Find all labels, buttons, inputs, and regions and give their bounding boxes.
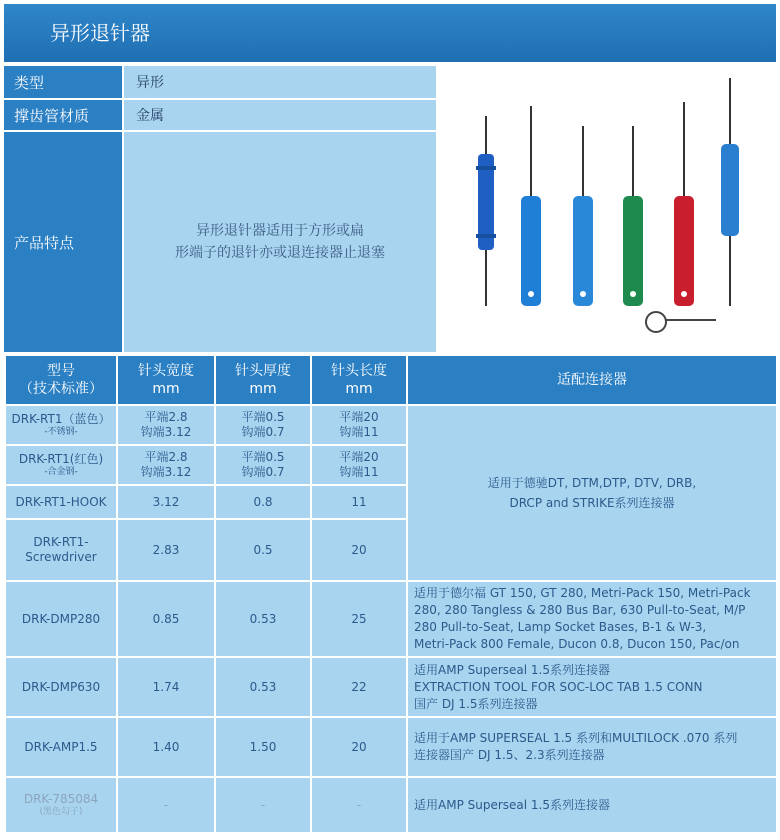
table-row bbox=[5, 405, 777, 445]
thickness-cell: 1.50 bbox=[215, 717, 311, 777]
length-cell: 平端20 钩端11 bbox=[311, 405, 407, 445]
model-cell: DRK-RT1（蓝色） -不锈钢- bbox=[5, 405, 117, 445]
connector-cell-dmp280: 适用于德尔福 GT 150, GT 280, Metri-Pack 150, Metri-Pack 280, 280 Tangless & 280 Bus Bar, 630 Pull-to-Seat, M/P 280 Pull-to-Seat, Lamp Socket Bases, B-1 & W-3, Metri-Pack 800 Female, Ducon 0.8, Ducon 150, Pac/on bbox=[407, 581, 777, 657]
thickness-cell: 平端0.5 钩端0.7 bbox=[215, 405, 311, 445]
model-cell: DRK-785084 (黑色勾子) bbox=[5, 777, 117, 833]
tools-illustration bbox=[438, 66, 776, 352]
width-cell: 平端2.8 钩端3.12 bbox=[117, 405, 215, 445]
blue-double-tool-icon bbox=[721, 78, 739, 306]
feature-line-1: 异形退针器适用于方形或扁 bbox=[196, 223, 364, 239]
length-cell: - bbox=[311, 777, 407, 833]
width-cell: 平端2.8 钩端3.12 bbox=[117, 445, 215, 485]
width-cell: 0.85 bbox=[117, 581, 215, 657]
header-width: 针头宽度 mm bbox=[117, 355, 215, 405]
blue-pin-remover-icon bbox=[476, 116, 496, 306]
thickness-cell: - bbox=[215, 777, 311, 833]
connector-cell-rt1: 适用于德驰DT, DTM,DTP, DTV, DRB, DRCP and STRIKE系列连接器 bbox=[407, 405, 777, 581]
connector-cell-dmp630: 适用AMP Superseal 1.5系列连接器 EXTRACTION TOOL FOR SOC-LOC TAB 1.5 CONN 国产 DJ 1.5系列连接器 bbox=[407, 657, 777, 717]
header-thickness: 针头厚度 mm bbox=[215, 355, 311, 405]
thickness-cell: 平端0.5 钩端0.7 bbox=[215, 445, 311, 485]
model-cell: DRK-RT1- Screwdriver bbox=[5, 519, 117, 581]
table-header-row bbox=[5, 355, 777, 405]
header-model: 型号 （技术标准） bbox=[5, 355, 117, 405]
width-cell: 2.83 bbox=[117, 519, 215, 581]
blue-tool-2-icon bbox=[573, 126, 593, 306]
red-tool-icon bbox=[674, 102, 694, 306]
width-cell: 1.74 bbox=[117, 657, 215, 717]
table-row bbox=[5, 717, 777, 777]
connector-cell-785084: 适用AMP Superseal 1.5系列连接器 bbox=[407, 777, 777, 833]
model-cell: DRK-DMP630 bbox=[5, 657, 117, 717]
model-cell: DRK-AMP1.5 bbox=[5, 717, 117, 777]
model-cell: DRK-DMP280 bbox=[5, 581, 117, 657]
spec-panel bbox=[4, 66, 776, 352]
header-connector: 适配连接器 bbox=[407, 355, 777, 405]
connector-cell-amp15: 适用于AMP SUPERSEAL 1.5 系列和MULTILOCK .070 系列 连接器国产 DJ 1.5、2.3系列连接器 bbox=[407, 717, 777, 777]
feature-line-2: 形端子的退针亦或退连接器止退塞 bbox=[175, 245, 385, 261]
table-row bbox=[5, 657, 777, 717]
table-row bbox=[5, 581, 777, 657]
table-row bbox=[5, 777, 777, 833]
length-cell: 平端20 钩端11 bbox=[311, 445, 407, 485]
length-cell: 20 bbox=[311, 519, 407, 581]
type-value: 异形 bbox=[124, 66, 436, 98]
black-hook-icon bbox=[646, 312, 716, 332]
blue-tool-icon bbox=[521, 106, 541, 306]
page-title: 异形退针器 bbox=[4, 4, 776, 62]
length-cell: 25 bbox=[311, 581, 407, 657]
feature-label: 产品特点 bbox=[4, 132, 122, 352]
width-cell: 1.40 bbox=[117, 717, 215, 777]
model-cell: DRK-RT1(红色) -合金钢- bbox=[5, 445, 117, 485]
header-length: 针头长度 mm bbox=[311, 355, 407, 405]
length-cell: 20 bbox=[311, 717, 407, 777]
thickness-cell: 0.8 bbox=[215, 485, 311, 519]
feature-text bbox=[136, 220, 436, 264]
product-photo bbox=[438, 66, 776, 352]
type-label: 类型 bbox=[4, 66, 122, 98]
material-value: 金属 bbox=[124, 100, 436, 130]
thickness-cell: 0.5 bbox=[215, 519, 311, 581]
green-tool-icon bbox=[623, 126, 643, 306]
thickness-cell: 0.53 bbox=[215, 581, 311, 657]
feature-value bbox=[124, 132, 436, 352]
thickness-cell: 0.53 bbox=[215, 657, 311, 717]
width-cell: 3.12 bbox=[117, 485, 215, 519]
length-cell: 22 bbox=[311, 657, 407, 717]
material-label: 撑齿管材质 bbox=[4, 100, 122, 130]
width-cell: - bbox=[117, 777, 215, 833]
model-cell: DRK-RT1-HOOK bbox=[5, 485, 117, 519]
spec-table bbox=[4, 354, 778, 834]
length-cell: 11 bbox=[311, 485, 407, 519]
